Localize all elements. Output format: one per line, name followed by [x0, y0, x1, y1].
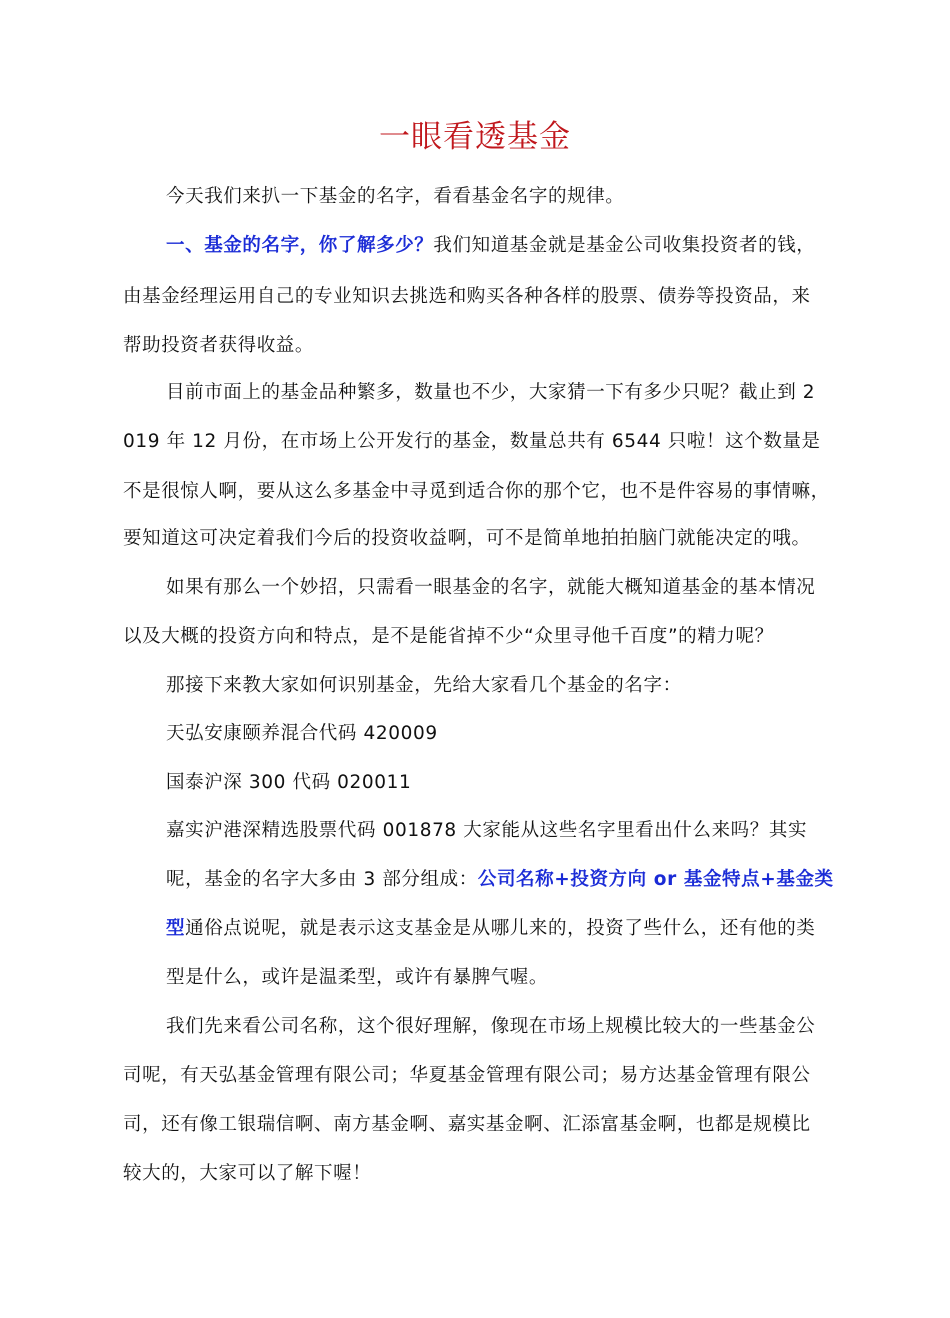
paragraph-line	[166, 914, 815, 944]
name-formula-highlight: 型	[166, 918, 186, 939]
paragraph-line: 不是很惊人啊，要从这么多基金中寻觅到适合你的那个它，也不是件容易的事情嘛，	[123, 481, 830, 502]
paragraph-line: 司，还有像工银瑞信啊、南方基金啊、嘉实基金啊、汇添富基金啊，也都是规模比	[123, 1114, 811, 1135]
paragraph-line: 以及大概的投资方向和特点，是不是能省掉不少“众里寻他千百度”的精力呢？	[123, 626, 774, 647]
fund-example: 天弘安康颐养混合代码 420009	[166, 723, 438, 744]
paragraph-line: 嘉实沪港深精选股票代码 001878 大家能从这些名字里看出什么来吗？其实	[166, 820, 808, 841]
paragraph-line: 今天我们来扒一下基金的名字，看看基金名字的规律。	[166, 186, 625, 207]
paragraph-line: 我们先来看公司名称，这个很好理解，像现在市场上规模比较大的一些基金公	[166, 1016, 816, 1037]
paragraph-line: 较大的，大家可以了解下喔！	[123, 1163, 372, 1184]
paragraph-line: 型是什么，或许是温柔型，或许有暴脾气喔。	[166, 967, 549, 988]
paragraph-line	[166, 231, 815, 261]
paragraph-line: 019 年 12 月份，在市场上公开发行的基金，数量总共有 6544 只啦！这个数量是	[123, 431, 821, 452]
section-heading: 一、基金的名字，你了解多少？	[166, 235, 434, 256]
paragraph-line: 那接下来教大家如何识别基金，先给大家看几个基金的名字：	[166, 675, 682, 696]
paragraph-line: 司呢，有天弘基金管理有限公司；华夏基金管理有限公司；易方达基金管理有限公	[123, 1065, 811, 1086]
page-title: 一眼看透基金	[379, 119, 571, 155]
paragraph-line	[166, 865, 834, 895]
paragraph-text: 我们知道基金就是基金公司收集投资者的钱，	[433, 235, 816, 256]
fund-example: 国泰沪深 300 代码 020011	[166, 772, 412, 793]
paragraph-line: 帮助投资者获得收益。	[123, 335, 315, 356]
paragraph-line: 如果有那么一个妙招，只需看一眼基金的名字，就能大概知道基金的基本情况	[166, 577, 816, 598]
paragraph-text: 呢，基金的名字大多由 3 部分组成：	[166, 869, 478, 890]
paragraph-line: 要知道这可决定着我们今后的投资收益啊，可不是简单地拍拍脑门就能决定的哦。	[123, 528, 811, 549]
paragraph-text: 通俗点说呢，就是表示这支基金是从哪儿来的，投资了些什么，还有他的类	[185, 918, 816, 939]
paragraph-line: 由基金经理运用自己的专业知识去挑选和购买各种各样的股票、债券等投资品，来	[123, 286, 811, 307]
name-formula-highlight: 公司名称+投资方向 or 基金特点+基金类	[477, 869, 834, 890]
paragraph-line: 目前市面上的基金品种繁多，数量也不少，大家猜一下有多少只呢？截止到 2	[166, 382, 816, 403]
